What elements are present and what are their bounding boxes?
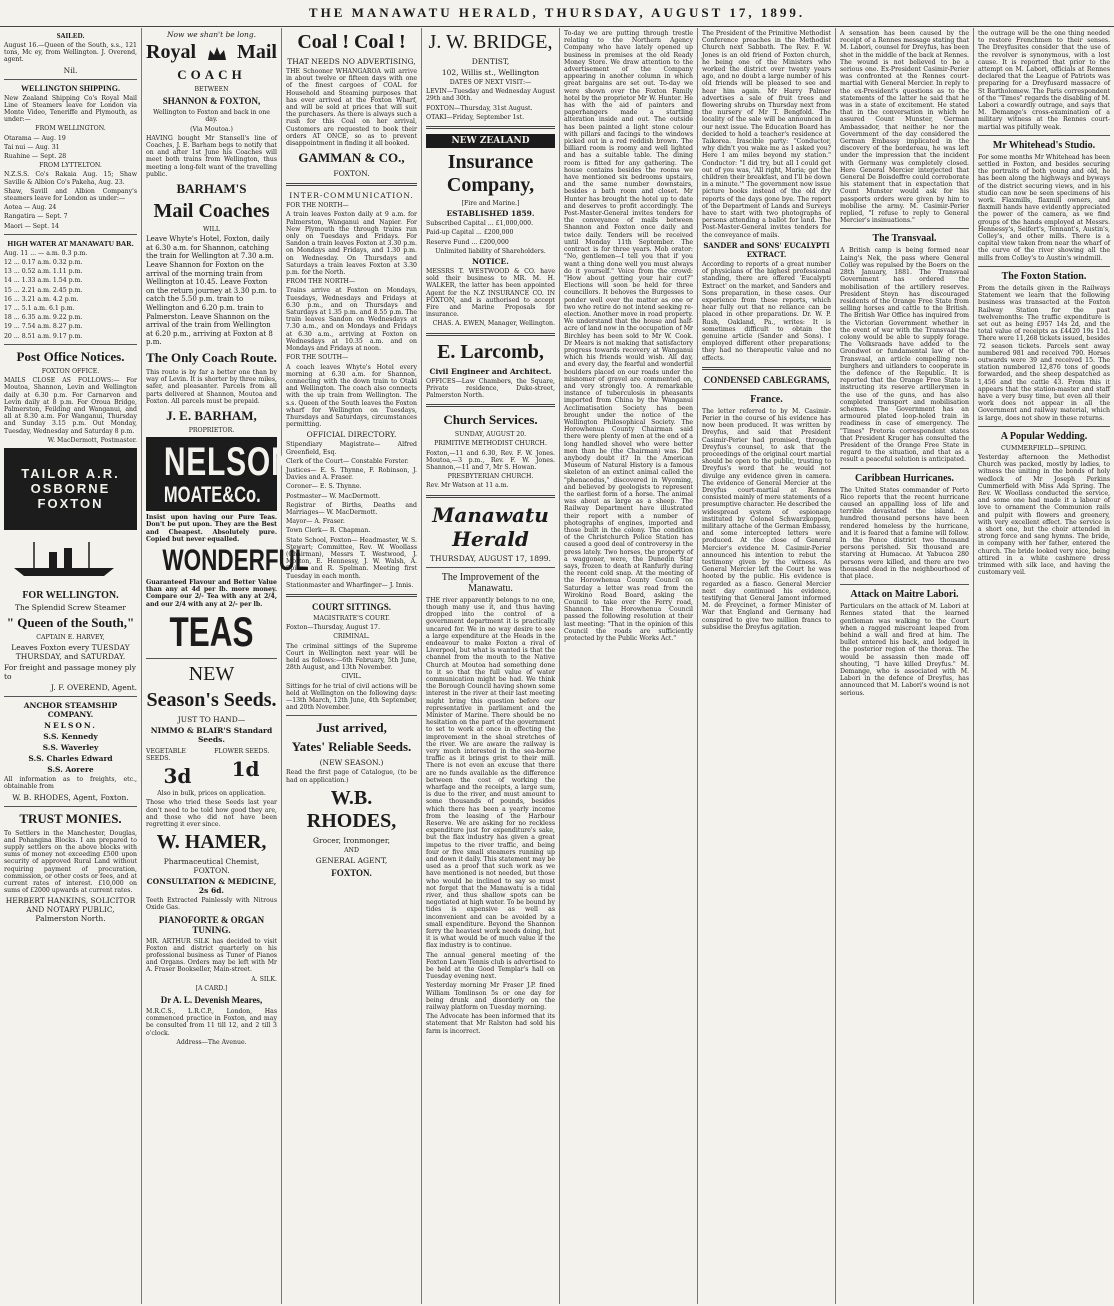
- nimmo-blair: NIMMO & BLAIR'S Standard Seeds.: [150, 725, 273, 744]
- gamman-heading: GAMMAN & CO.,: [298, 150, 405, 166]
- transvaal-text: A British camp is being formed near Laing's Nek, the pass where General Colley was repulsed by the Boers on the 28th January, 1881. The Transvaal Government has ordered the mobilisation of the artillery reserves. President Steyn has discouraged residents of the Orange Free State from selling horses and cattle to the British. The British War Office has inquired from the Victorian Government whether in the event of war with the Transvaal the colony would be able to supply forage. The Volksraads have added to the Grondwet or fundamental law of the Transvaal, an article compelling non-burghers and uitlanders to cooperate in the defence of the Republic. It is reported that the Orange Free State is instructing its reserve artillerymen in the use of the guns, and has also completed transport and mobilisation schemes. The Government has an armoured plated loop-holed train in readiness in case of emergency. The "Times" Pretoria correspondent states that President Kruger has consulted the President of the Orange Free State in regard to the situation, and that as a result a peaceful solution is anticipated.: [840, 247, 969, 464]
- court-heading: COURT SITTINGS.: [311, 601, 392, 612]
- list-item: Rangatira — Sept. 7: [4, 213, 68, 221]
- consultation: CONSULTATION & MEDICINE, 2s 6d.: [146, 877, 277, 896]
- list-item: Tai nui — Aug. 31: [4, 143, 60, 151]
- column-1: [0, 28, 142, 1304]
- shipping-head: SAILED.: [56, 32, 85, 40]
- teas-heading: TEAS: [169, 607, 254, 655]
- caribbean-text: The United States commander of Porto Rico reports that the recent hurricane caused an appalling loss of life and terrible devastated the island. A hundred thousand persons have been rendered homeless by the hurricane, and it is feared that a famine will follow. In the Ponce district two thousand persons perished. Six thousand are starving at Humacao. At Yabucoa 280 persons were killed, and there are two thousand dead in the neighbourhood of that place.: [840, 486, 969, 581]
- list-item: State School, Foxton— Headmaster, W. S. Stewart; Committee, Rev. W. Woollass (Chairman), Messrs T. Westwood, J. Morton, E. Hennessy, J. W. Walsh, A. Spiers and R. Spelman. Meeting first Tuesday in each month.: [286, 536, 417, 580]
- list-item: Clerk of the Court— Constable Forster.: [286, 457, 409, 465]
- ewen-signature: CHAS. A. EWEN, Manager, Wellington.: [432, 320, 555, 328]
- column-3: [282, 28, 422, 1304]
- divider: [840, 228, 969, 229]
- from-lyttelton: FROM LYTTELTON.: [39, 162, 102, 170]
- rhodes-agent: W. B. RHODES, Agent, Foxton.: [12, 792, 129, 802]
- divider: [4, 806, 137, 807]
- table-row: 13 ... 0.52 a.m. 1.11 p.m.: [4, 268, 83, 276]
- list-item: Town Clerk— R. Chapman.: [286, 527, 371, 535]
- overend: J. F. OVEREND, Agent.: [51, 683, 137, 693]
- high-water-heading: HIGH WATER AT MANAWATU BAR.: [7, 238, 134, 248]
- nelson-label: NELSON.: [44, 721, 97, 731]
- column-7: [836, 28, 974, 1304]
- vegetable-seeds: VEGETABLE SEEDS.: [146, 747, 186, 762]
- divider: [702, 367, 831, 370]
- between-label: BETWEEN: [194, 86, 229, 93]
- freight: For freight and passage money ply to: [4, 663, 137, 682]
- column-8: [974, 28, 1114, 1304]
- directory-list: [286, 441, 417, 589]
- divider: [4, 234, 137, 235]
- shipping-entry: August 16.—Queen of the South, s.s., 121 tons, Mc ey, from Wellington. J. Overend, agent.: [4, 42, 137, 64]
- list-item: Paid-up Capital ... £200,000: [426, 229, 514, 237]
- coal-text: THE Schooner WHANGAROA will arrive in about twelve or fifteen days with one of the finest cargoes of COAL for Household and Steaming purposes that has ever arrived at the Foxton Wharf, and will be sold at prices that will suit the purchasers. As there is always such a rush for this Coal on her arrival, Customers are requested to book their orders AT ONCE, so as to prevent disappointment in finding it all booked.: [286, 68, 417, 148]
- wedding-heading: A Popular Wedding.: [1000, 430, 1088, 442]
- herald-date: THURSDAY, AUGUST 17, 1899.: [430, 553, 551, 563]
- barham-name: J. E. BARHAM,: [166, 407, 257, 423]
- trust-text: To Settlers in the Manchester, Douglas, and Pohangina Blocks. I am prepared to supply settlers on the above blocks with sums of money not exceeding £500 upon security of approved Rural Land without requiring payment of procuration, commission, or other costs or fees, and at current rates of interest. £10,000 on sums of £2000 upwards at current rates.: [4, 829, 137, 895]
- mail-coaches-heading: Mail Coaches: [153, 200, 270, 223]
- improvement-article: THE river apparently belongs to no one, though many use it, and thus having dropped into the control of a government department it is practically uncared for. We in no way desire to see a large expenditure at the Heads in the endeavour to make Foxton a rival of Liverpool, but what is wanted is that the channel from the mouth to the Native Church at Moutoa had something done to it so that the full value of water communication might be had. We think the Borough Council having shown some interest in the river at their last meeting might bring this question before our representative in parliament and the Minister of Marine. There should be no hesitation on the part of the government to set to work at once in effecting the improvement in the shoal stretches of the river. We are aware the railway is very much interested in the sea-borne traffic as it brings grist to their mill. There is not even an excuse that there are no funds available as the difference between the cost of working the wharfage and the receipts, a large sum, is due to the river, and must amount to some thousands of pounds, besides which there has been a yearly income from the leasing of the Harbour Reserve. We are asking for no reckless expenditure just for expenditure's sake, but the flax industry has given a great impetus to the river traffic, and being four or five small steamers running up and down it daily. This statement may be used as a proof that such work as we have mentioned is not needed, but those who would be inclined to say so must not forget that the Manawatu is a tidal river, and thus shallow spots can be negotiated at high water. To be bound by tides is expensive as well as inconvenient and can be avoided by a small expenditure. Beyond the Shannon ferry the heaviest work needs doing, but it is what would be of much value if the flax industry is to continue.: [426, 596, 555, 950]
- for-north: FOR THE NORTH—: [286, 202, 349, 210]
- captain: CAPTAIN E. HARVEY,: [36, 633, 105, 641]
- civil-engineer: Civil Engineer and Architect.: [429, 366, 552, 376]
- nelson-heading: NELSON: [163, 440, 294, 485]
- shaw-text: Shaw, Savill and Albion Company's steamers leave for London as under:—: [4, 187, 137, 203]
- ship-list-b: [4, 204, 137, 230]
- offices-text: OFFICES—Law Chambers, the Square, Private residence, Duke-street, Palmerston North.: [426, 377, 555, 400]
- list-item: Reserve Fund ... £200,000: [426, 238, 509, 246]
- bulk-text: Also in bulk, prices on application.: [157, 790, 266, 798]
- divider: [840, 468, 969, 469]
- postmaster: W. MacDermott, Postmaster.: [47, 436, 137, 444]
- meares-heading: Dr A. L. Devenish Meares,: [160, 995, 263, 1006]
- civil-heading: CIVIL.: [341, 673, 362, 681]
- teeth-text: Teeth Extracted Painlessly with Nitrous Oxide Gas.: [146, 897, 277, 912]
- list-item: Registrar of Births, Deaths and Marriages— W. MacDermott.: [286, 501, 417, 516]
- established: ESTABLISHED 1859.: [446, 209, 535, 219]
- table-row: 19 ... 7.54 a.m. 8.27 p.m.: [4, 323, 83, 331]
- anchor-ships: [4, 732, 137, 774]
- inter-comm-heading: INTER-COMMUNICATION.: [289, 191, 414, 201]
- sander-text: According to reports of a great number of physicians of the highest professional standing, there are offered 'Eucalypti Extract' on the market, and Sanders and Sons preparation, in these cases. Our experience from these reports, which hear fully out that no reliance can be placed in other preparations. Dr. W. P. Rush, Oakland, Pa., writes: It is sometimes difficult to obtain the genuine article (Sander and Sons). I employed different other preparations; they had no therapeutic value and no effects.: [702, 260, 831, 362]
- from-wellington: FROM WELLINGTON.: [35, 125, 106, 133]
- dentist-label: DENTIST,: [471, 57, 510, 66]
- divider: [146, 658, 277, 659]
- post-office-heading: Post Office Notices.: [16, 348, 125, 364]
- will-label: WILL: [202, 226, 221, 234]
- divider: [978, 135, 1110, 136]
- barham-heading: BARHAM'S: [176, 181, 247, 197]
- condensed-cablegrams-heading: CONDENSED CABLEGRAMS,: [703, 374, 830, 385]
- wedding-text: Yesterday afternoon the Methodist Church was packed, mostly by ladies, to witness the uniting in the bonds of holy wedlock of Mr Joseph Perkins Cummerfield with Miss Ada Spring. The Rev. W. Woollass conducted the service, and some one had made it a labour of love to ornament the Communion rails and pulpit with flowers and greenery, with very excellent effect. The service is a short one, but the choir attended in strong force and sang hymns. The bride, in company with her father, entered the church. The bride looked very nice, being attired in a white cashmere dress trimmed with silk lace, and having the customary veil.: [978, 453, 1110, 577]
- divider: [4, 696, 137, 697]
- chemist-label: Pharmaceutical Chemist, FOXTON.: [163, 857, 260, 876]
- table-row: 12 ... 0.17 a.m. 0.32 p.m.: [4, 259, 83, 267]
- list-item: Stipendiary Magistrate— Alfred Greenfield, Esq.: [286, 441, 417, 456]
- queen-of-south: " Queen of the South,": [6, 614, 135, 630]
- divider: [978, 426, 1110, 427]
- from-north: FROM THE NORTH—: [286, 278, 356, 286]
- larcomb-heading: E. Larcomb,: [437, 340, 544, 363]
- rhodes-foxton: FOXTON.: [331, 868, 372, 879]
- otaki-visit: OTAKI—Friday, September 1st.: [426, 113, 525, 121]
- list-item: S.S. Kennedy: [43, 732, 98, 742]
- wonderful-heading: WONDERFUL: [162, 543, 309, 577]
- table-row: 20 ... 8.51 a.m. 9.17 p.m.: [4, 332, 83, 340]
- official-directory-heading: OFFICIAL DIRECTORY.: [306, 430, 397, 440]
- divider: [426, 333, 555, 336]
- unlimited: Unlimited liability of Shareholders.: [435, 247, 546, 255]
- divider: [426, 567, 555, 568]
- sander-heading: SANDER and SONS' EUCALYPTI EXTRACT.: [703, 240, 830, 259]
- meares-address: Address—The Avenue.: [176, 1038, 247, 1046]
- transvaal-heading: The Transvaal.: [872, 233, 937, 245]
- coach-intro: Now we shan't be long.: [166, 30, 257, 39]
- proprietor-label: PROPRIETOR.: [188, 426, 235, 434]
- piano-heading: PIANOFORTE & ORGAN TUNING.: [158, 914, 265, 935]
- mails-text: MAILS CLOSE AS FOLLOWS:— For Moutoa, Shannon, Levin and Wellington daily at 6.30 p.m. For Carnarvon and Levin daily at 8 p.m. For Oroua Bridge, Palmerston, Feilding and Wanganui, and all at 8.30 a.m. For Wanganui, Thursday and Sunday 3.15 p.m. Out Monday, Tuesday, Wednesday and Saturday 8 p.m.: [4, 377, 137, 435]
- whitehead-text: For some months Mr Whitehead has been settled in Foxton, and besides securing the portraits of both young and old, he has been along the highways and byways of the district securing views, and in his studio can now be seen specimens of his work. Flaxmills, flaxmill owners, and flaxmill hands have evidently appreciated the power of the camera, as we find groups of the hands employed at Messrs. Hennessy's, Seifert's, Tennant's, Austin's, Colley's, and other mills. There is a capital view taken from near the wharf of the curve of the river showing all the mills from Colley's to Austin's windmill.: [978, 153, 1110, 262]
- wedding-names: CUMMERFIELD—SPRING.: [1001, 444, 1087, 452]
- station-text: From the details given in the Railways Statement we learn that the following business was transacted at the Foxton Railway Station for the past twelvemonths: The traffic expenditure is set out as being £957 14s 2d, and the total value of receipts as £4420 19s 11d. There were 11,268 tickets issued, besides 72 season tickets. Parcels sent away numbered 981 and received 790. Horses outwards were 39 and received 15. The station numbered 12,876 tons of goods forwarded, and the sheep despatched as 1,456 and the cattle 43. From this it appears that the station-master and staff have a very busy time, but even all their work does not appear in all the Government and railway material, which is large, does not show in these returns.: [978, 284, 1110, 422]
- list-item: S.S. Aorere: [47, 765, 94, 775]
- info-text: All information as to freights, etc., obtainable from: [4, 776, 137, 791]
- coal-subheading: THAT NEEDS NO ADVERTISING,: [287, 57, 416, 66]
- royal-label: Royal: [146, 41, 196, 63]
- column-2: [142, 28, 309, 1304]
- notice-heading: NOTICE.: [472, 257, 509, 267]
- coach-label: COACH: [177, 67, 246, 82]
- primitive-heading: PRIMITIVE METHODIST CHURCH.: [434, 440, 547, 448]
- sunday-date: SUNDAY, AUGUST 20.: [454, 431, 527, 439]
- general-agent: GENERAL AGENT,: [315, 856, 388, 866]
- fraser-note: Yesterday morning Mr Fraser J.P. fined William Tomlinson 5s or one day for being drunk and disorderly on the railway platform on Tuesday morning.: [426, 982, 555, 1012]
- tailor-advert: [4, 448, 137, 530]
- coal-heading: Coal ! Coal !: [297, 31, 406, 53]
- column-4: [422, 28, 560, 1304]
- and-label: AND: [344, 846, 359, 854]
- labori-heading: Attack on Maitre Labori.: [850, 589, 959, 601]
- divider: [4, 344, 137, 345]
- coach-schedule: Leave Whyte's Hotel, Foxton, daily at 6.30 a.m. for Shannon, catching the train for Wellington at 7.30 a.m. Leave Shannon for Foxton on the arrival of the morning train from Wellington at 10.45. Leave Foxton on the return journey at 3.30 p.m. to catch the 5.50 p.m. train to Wellington and 6.20 p.m. train to Palmerston. Leave Shannon on the arrival of the train from Wellington at 6.20 p.m., arriving at Foxton at 8 p.m.: [146, 235, 277, 347]
- ship-list-a: [4, 135, 137, 161]
- list-item: Mayor— A. Fraser.: [286, 518, 345, 526]
- table-row: 16 ... 3.21 a.m. 4.2 p.m.: [4, 295, 79, 303]
- insurance-heading: Insurance Company,: [446, 151, 535, 197]
- catalogue-text: Read the first page of Catalogue, (to be had on application.): [286, 769, 417, 784]
- local-news: To-day we are putting through trestle relating to the Northern Agency Company who have lately opened up business in premises at the old Ready Money Store. We draw attention to the advertisement of the Company appearing in another column in which great bargains are set out. To-day we were shown over the Foxton Family hotel by the proprietor Mr W. Hunter. He has with the aid of painters and paperhangers made a startling alteration inside and out. The outside has been painted a light stone colour with pillars and facings to the windows picked out in a red reddish brown. The billiard room is roomy and well lighted and has a suitable table. The dining room is fitted for any gathering. The house contains besides the rooms we have mentioned six bedrooms upstairs, and the same number downstairs, besides a bath room and closet. Mr Hunter has brought the hotel up to date and deserves to profit accordingly. The Post-Master-General invites tenders for the conveyance of mails between Shannon and Foxton once daily and twice daily. Tenders will be received until Monday 11th September. The contract is for three years. Mob orator: "No, gentlemen—I tell you that if you want a thing done well you must always do it yourself." Voice from the crowd: "How about getting your hair cut?" Elections will soon be held for three councillors. It behoves the Burgesses to ponder well over the matter as one or two who retire do not intend seeking re-election. Another move in road property. We understand that the house and half-acre of land now in the occupation of Mr Birchley has been sold to Mr W. Cook. Dr Mears is not making that satisfactory progress towards recovery at Wanganui which his friends would wish. All day, and every day, the fearful and wonderful boulders placed on our roads under the misnomer of gravel are commented on, and very strongly too. A remarkable instance of tuberculosis in pheasants imported from China by the Wanganui Acclimatisation Society has been brought under the notice of the Wellington Philosophical Society. The Horowhenua County Chairman said there were plenty of men at the end of a long handled shovel who were better men than he (the Chairman) was. Did anybody doubt it? In the American Museum of Natural History is a famous skeleton of an extinct animal called the "phenacodus," discovered in Wyoming, and believed by geologists to represent the earliest form of a horse. The animal was about as large as a sheep. The Railway Department have illustrated their report with a number of photographs of engines, imported and those built in the colony. The condition of the Christchurch Police Station has caused a good deal of controversy in the press lately. Two horses, the property of a waggoner, were, the Dunedin Star says, frozen to death at Ranfurly during the recent cold snap. At the meeting of the Horowhenua County Council on Saturday a letter was read from the Wirokino Road Board, asking the Council to take over the Ferry road, Shannon. The Horowhenua Council passed the following resolution at their last meeting: "That in the opinion of this Council the roads are sufficiently protected by the Public Works Act.": [564, 30, 693, 643]
- list-item: Subscribed Capital ... £1,000,000.: [426, 220, 534, 228]
- nelson-moate-advert: [146, 437, 294, 511]
- divider: [426, 495, 555, 498]
- local-news-continued: The President of the Primitive Methodist Conference preaches in the Methodist Church next Sabbath. The Rev. F. W. Jones is an old friend of Foxton church, he being one of the Ministers who worked the district over twenty years ago, and no doubt a large number of his old friends will be pleased to see and hear him again. Mr Harry Palmer advertises a sale of fruit trees and flowering shrubs on Thursday next from the nursery of Mr T. Bengfold. The locality of the sale will be announced in our next issue. The Education Board has decided to hold a teacher's residence at Taikorea. Irascible party: "Conductor, why didn't you wake me as I asked you? Here I am miles beyond my station." Conductor: "I did try, but all I could get out of you was, 'All right, Maria; get the children their breakfast, and I'll be down in a minute.'" The government now issue picture books instead of the old dry reports of the days gone bye. The report of the Department of Lands and Surveys have to start with two photographs of persons attending a ballot for land. The Post-Master-General invites tenders for the conveyance of mails.: [702, 30, 831, 239]
- table-row: Aug. 11 ... — a.m. 0.3 p.m.: [4, 249, 88, 257]
- annual-meeting: The annual general meeting of the Foxton Lawn Tennis club is advertised to be held at the Good Templar's hall on Tuesday evening next.: [426, 951, 555, 981]
- capital-list: [426, 220, 555, 246]
- new-heading: NEW: [188, 662, 235, 685]
- bridge-heading: J. W. BRIDGE,: [428, 31, 553, 53]
- magistrate-heading: MAGISTRATE'S COURT.: [313, 614, 390, 622]
- criminal-heading: CRIMINAL.: [333, 633, 370, 641]
- divider: [286, 715, 417, 716]
- mail-label: Mail: [237, 41, 277, 63]
- lyttelton-text: N.Z.S.S. Co's Rakaia Aug. 15; Shaw Saville & Albion Co's Pakeha, Aug. 23.: [4, 171, 137, 186]
- herald-nameplate: Manawatu Herald: [432, 502, 549, 551]
- south-text: A coach leaves Whyte's Hotel every morning at 6.30 a.m. for Shannon, connecting with the down train to Otaki and Wellington. The coach also connects with the up train from Wellington. The s.s. Queen of the South leaves the Foxton wharf for Wellington on Tuesdays, Thursdays and Saturdays, circumstances permitting.: [286, 363, 417, 429]
- church-heading: Church Services.: [443, 412, 538, 428]
- coach-text: HAVING bought Mr Stansell's line of Coaches, J. E. Barham begs to notify that on and after 1st June his Coaches will meet both trains from Wellington, thus meeting a long-felt want of the travelling public.: [146, 134, 277, 178]
- presbyterian-heading: PRESBYTERIAN CHURCH.: [447, 473, 534, 481]
- anchor-heading: ANCHOR STEAMSHIP COMPANY.: [23, 701, 118, 720]
- royal-mail-heading: [146, 41, 277, 64]
- nz-label: NEW ZEALAND: [426, 134, 555, 148]
- table-row: 17 ... 5.1 a.m. 6.1 p.m.: [4, 305, 75, 313]
- grocer-label: Grocer, Ironmonger,: [313, 835, 390, 845]
- tailor-text: TAILOR A.R. OSBORNE FOXTON: [21, 466, 120, 512]
- column-5: [560, 28, 698, 1304]
- for-south: FOR THE SOUTH—: [286, 354, 349, 362]
- dreyfus-news: the outrage will be the one thing needed to restore Frenchmen to their senses. The Dreyfusites consider that the use of the revolver is synonymous, with a lost cause. It is reported that prior to the attempt on M. Labori, officials at Rennes declared that the League of Patriots was preparing for a Dreyfusard massacre of St Bartholomew. The Paris correspondent of the "Times" regards the disabling of M. Labori a cowardly outrage, and says that M. Demange's cross-examination of a military witness at the Rennes court-martial was pitifully weak.: [978, 30, 1110, 131]
- divider: [978, 266, 1110, 267]
- list-item: Aotea — Aug. 24: [4, 204, 57, 212]
- whitehead-heading: Mr Whitehead's Studio.: [992, 139, 1096, 151]
- notice-text: MESSRS T. WESTWOOD & CO. have sold their business to MR. M. H. WALKER, the latter has been appointed Agent for the N.Z INSURANCE CO. IN FOXTON, and is authorised to accept Fire and Marine Proposals for insurance.: [426, 268, 555, 319]
- seed-prices: [146, 746, 277, 788]
- divider: [426, 404, 555, 407]
- only-coach-heading: The Only Coach Route.: [146, 349, 277, 365]
- masthead-title: THE MANAWATU HERALD, THURSDAY, AUGUST 17, 1899.: [308, 5, 806, 20]
- gamman-foxton: FOXTON.: [333, 169, 370, 179]
- wellington-line: Wellington to Foxton and back in one day.: [153, 109, 270, 124]
- levin-visit: LEVIN—Tuesday and Wednesday August 29th and 30th.: [426, 88, 555, 103]
- advocate-note: The Advocate has been informed that its statement that Mr Ralston had sold his farm is incorrect.: [426, 1013, 555, 1035]
- table-row: 14 ... 1.33 a.m. 1.54 p.m.: [4, 277, 83, 285]
- list-item: Maori — Sept. 14: [4, 222, 59, 230]
- table-row: 18 ... 6.35 a.m. 9.22 p.m.: [4, 314, 83, 322]
- yates-heading: Yates' Reliable Seeds.: [291, 739, 412, 755]
- from-north-text: Trains arrive at Foxton on Mondays, Tuesdays, Wednesdays and Fridays at 6.30 p.m., and on Thursdays and Saturdays at 1.35 p.m. and 8.55 p.m. The train leaves Sandon on Wednesdays at 7.30 a.m., and on Mondays and Fridays at 6.30 a.m., arriving at Foxton on Wednesdays at 10.35 a.m. and on Mondays and Fridays at noon.: [286, 287, 417, 353]
- france-heading: France.: [750, 393, 783, 405]
- labori-text: Particulars on the attack of M. Labori at Rennes stated that the learned gentleman was walking to the Court when a ragged miscreant leaped from behind a wall and fired at him. The bullet entered his back, and lodged in the posterior region of the thorax. The would be assassin then made off shouting, "I have killed Dreyfus." M. Demange, who is associated with M. Labori in the defence of Dreyfus, has announced that M. Labori's wound is not serious.: [840, 603, 969, 697]
- just-to-hand: JUST TO HAND—: [177, 714, 246, 724]
- list-item: Ruahine — Sept. 28: [4, 153, 67, 161]
- civil-text: Sittings for he trial of civil actions will be held at Wellington on the following days:—13th March, 12th June, 4th September, and 20th November.: [286, 682, 417, 712]
- wellington-shipping-heading: WELLINGTON SHIPPING.: [21, 83, 120, 93]
- improvement-heading: The Improvement of the Manawatu.: [441, 571, 540, 594]
- silk-text: MR. ARTHUR SILK has decided to visit Foxton and district quarterly on his professional business as Tuner of Pianos and Organs. Orders may be left with Mr A. Fraser Bookseller, Main-street.: [146, 937, 277, 974]
- wellington-shipping-text: New Zealand Shipping Co's Royal Mail Line of Steamers leave for London via Monte Video, Teneriffe and Plymouth, as under:—: [4, 94, 137, 124]
- bridge-address: 102, Willis st., Wellington: [441, 68, 540, 77]
- criminal-text: The criminal sittings of the Supreme Court in Wellington next year will be held as follows:—6th February, 5th June, 28th August, and 13th November.: [286, 642, 417, 672]
- splendid: The Splendid Screw Steamer: [14, 602, 126, 612]
- north-text: A train leaves Foxton daily at 9 a.m. for Palmerston, Wanganui and Napier. For New Plymouth the through trains run only on Tuesdays and Fridays. For Sandon a train leaves Foxton at 3.30 p.m. on Mondays and Fridays, and 1.30 p.m. on Wednesday. On Thursdays and Saturdays a train leaves Foxton at 3.30 p.m. for the North.: [286, 211, 417, 277]
- tide-table: [4, 250, 137, 340]
- table-row: 15 ... 2.21 a.m. 2.45 p.m.: [4, 286, 83, 294]
- new-season: (NEW SEASON.): [319, 758, 384, 768]
- trust-monies-heading: TRUST MONIES.: [19, 810, 122, 826]
- via-moutoa: (Via Moutoa.): [190, 125, 233, 133]
- vegetable-price: 3d: [163, 764, 192, 789]
- hamer-heading: W. HAMER,: [156, 831, 267, 854]
- flower-price: 1d: [231, 757, 260, 781]
- nil-label: Nil.: [63, 65, 78, 75]
- presbyterian-text: Rev. Mr Watson at 11 a.m.: [426, 482, 509, 490]
- station-heading: The Foxton Station.: [1001, 270, 1087, 282]
- moate-heading: MOATE&Co.: [163, 482, 261, 508]
- court-date: Foxton—Thursday, August 17.: [286, 624, 380, 632]
- divider: [286, 183, 417, 186]
- moate-text: Insist upon having our Pure Teas. Don't be put upon. They are the Best and Cheapest. Absolutely pure. Copied but never equalled.: [146, 514, 277, 543]
- foxton-office: FOXTON OFFICE.: [41, 367, 100, 375]
- just-arrived: Just arrived,: [316, 720, 387, 736]
- shannon-foxton: SHANNON & FOXTON,: [162, 96, 261, 107]
- list-item: Justices— E. S. Thynne, F. Robinson, J. Davies and A. Fraser.: [286, 466, 417, 482]
- rennes-news: A sensation has been caused by the receipt of a Rennes message stating that M. Labori, counsel for Dreyfus, has been shot in the middle of the back at Rennes. The wound is not believed to be a serious one. Ex-President Casimir-Perier was confronted at the Rennes court-martial with General Mercier. In reply to the ex-President's questions as to the statements of the latter he said that he was in a state of excitement. He stated that in the conversation in which he assured Count Munster, German Ambassador, that neither he nor the Government of the day considered the German Embassy implicated in the discovery of the bordereau, he was left under the impression that the incident with Germany was completely closed. Here General Mercier interjected that General De Boisdeffre could corroborate his statement that in expectation that Count Munster would ask for his passports orders were given by him to mobilise the army. M. Casimir-Perier replied, "I refuse to reply to General Mercier's insinuations.": [840, 30, 969, 225]
- list-item: Stationmaster and Wharfinger— J. Innis.: [286, 581, 414, 589]
- flower-seeds: FLOWER SEEDS.: [214, 747, 270, 755]
- only-coach-text: This route is by far a better one than by way of Levin. It is shorter by three miles, safer, and pleasanter. Parcels from all parts delivered at Shannon, Moutoa and Foxton. All parcels must be prepaid.: [146, 368, 277, 405]
- seasons-seeds: Season's Seeds.: [146, 688, 277, 711]
- list-item: Otarama — Aug. 19: [4, 134, 66, 142]
- list-item: Postmaster— W. MacDermott.: [286, 492, 381, 500]
- france-text: The letter referred to by M. Casimir-Perier in the course of his evidence has now been produced. It was written by Dreyfus, and said that President Casimir-Perier had promised, through Dreyfus's counsel, to ask that the proceedings of the original court martial should be open to the public, trusting to Dreyfus's word that he would not divulge any evidence given in camera. The evidence of General Mercier at the Dreyfus court-martial at Rennes consisted mainly of mere statements of a presumptive character. He described the widespread system of espionage instituted by Colonel Schwarzkoppen, military attache of the German Embassy, and some intercepted letters were produced. At the close of General Mercier's evidence M. Casimir-Perier announced his intention to rebut the testimony given by the witness. As General Mercier left the Court he was hooted by the public. His evidence is regarded as a fiasco. General Mercier next day continued his evidence, testifying that General Jamont informed M. de Freycinet, a former Minister of War that England and Germany had conspired to give two million francs to subsidise the Dreyfus agitation.: [702, 407, 831, 631]
- for-wellington-heading: FOR WELLINGTON.: [22, 589, 119, 601]
- foxton-visit: FOXTON—Thursday, 31st August.: [426, 104, 533, 112]
- dates-label: DATES OF NEXT VISIT:—: [449, 79, 532, 86]
- masthead: [0, 0, 1114, 27]
- divider: [286, 594, 417, 597]
- wonderful-text: Guaranteed Flavour and Better Value than any at 4d per lb. more money. Compare our 2/- Tea with any at 2/4, and our 2/4 with any at 2/- per lb.: [146, 578, 277, 608]
- divider: [426, 126, 555, 129]
- caribbean-heading: Caribbean Hurricanes.: [855, 472, 954, 484]
- divider: [4, 79, 137, 80]
- fire-marine: [Fire and Marine.]: [461, 200, 520, 208]
- crown-icon: [206, 44, 228, 62]
- steamer-icon: [4, 538, 124, 578]
- card-label: [A CARD.]: [195, 984, 228, 992]
- primitive-text: Foxton,—11 and 6.30, Rev. F. W. Jones. Moutoa,—3 p.m., Rev. F. W. Jones. Shannon,—11 and 7, Mr S. Howan.: [426, 449, 555, 472]
- silk-name: A. SILK.: [251, 975, 277, 983]
- tried-text: Those who tried these Seeds last year don't need to be told how good they are, and those who did not have been regretting it ever since.: [146, 799, 277, 829]
- divider: [840, 584, 969, 585]
- list-item: S.S. Charles Edward: [28, 754, 113, 764]
- leaves: Leaves Foxton every TUESDAY THURSDAY, and SATURDAY.: [11, 643, 130, 662]
- divider: [702, 389, 831, 390]
- rhodes-heading: W.B. RHODES,: [306, 786, 397, 832]
- list-item: S.S. Waverley: [42, 743, 99, 753]
- meares-text: M.R.C.S., L.R.C.P., London, Has commenced practice in Foxton, and may be consulted from 11 till 12, and 2 till 3 o'clock.: [146, 1008, 277, 1037]
- list-item: Coroner— E. S. Thynne.: [286, 483, 362, 491]
- column-6: [698, 28, 836, 1304]
- hankins: HERBERT HANKINS, SOLICITOR AND NOTARY PUBLIC, Palmerston North.: [5, 896, 136, 924]
